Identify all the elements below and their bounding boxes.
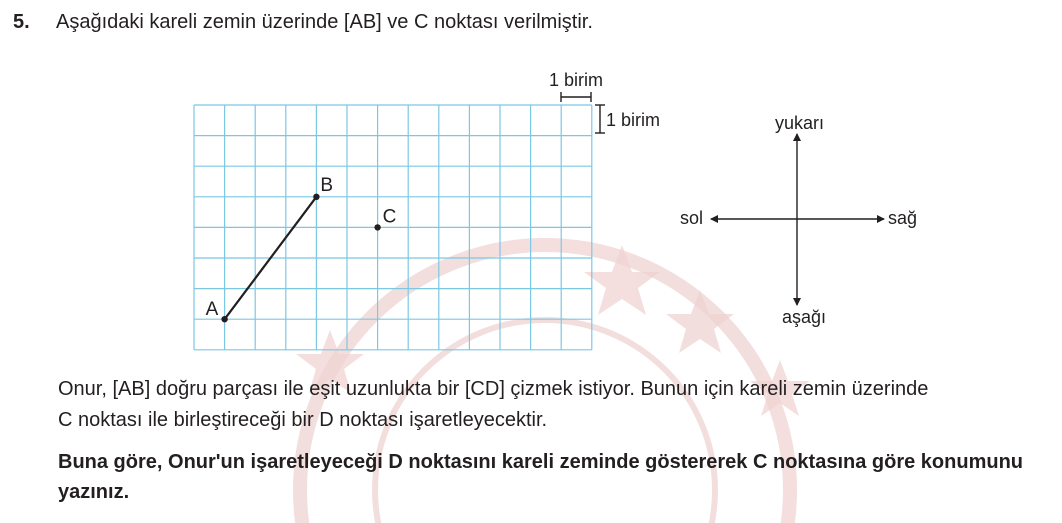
unit-label-horizontal: 1 birim [549, 70, 604, 90]
instruction-line-2: yazınız. [58, 481, 130, 503]
unit-label-vertical: 1 birim [606, 110, 661, 130]
direction-up-label: yukarı [775, 113, 825, 133]
point-c-label: C [382, 206, 397, 228]
direction-left-label: sol [680, 208, 704, 228]
point-a-label: A [205, 299, 219, 321]
direction-down-label: aşağı [782, 307, 827, 327]
point-b-label: B [320, 174, 334, 196]
body-text-line-2: C noktası ile birleştireceği bir D noktası işaretleyecektir. [58, 409, 548, 431]
question-number: 5. [13, 11, 30, 33]
body-text-line-1: Onur, [AB] doğru parçası ile eşit uzunlukta bir [CD] çizmek istiyor. Bunun için kareli zemin üzerinde [58, 378, 929, 400]
instruction-line-1: Buna göre, Onur'un işaretleyeceği D noktasını kareli zeminde göstererek C noktasına göre konumunu [58, 451, 1023, 473]
direction-right-label: sağ [888, 208, 918, 228]
question-intro: Aşağıdaki kareli zemin üzerinde [AB] ve C noktası verilmiştir. [56, 11, 593, 33]
